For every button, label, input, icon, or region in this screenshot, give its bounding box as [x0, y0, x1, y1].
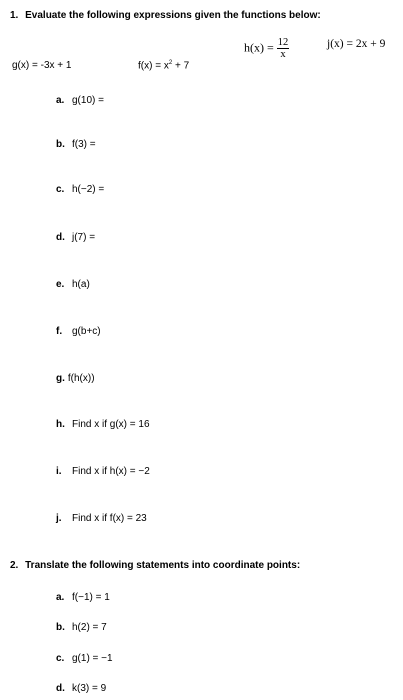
question-1-number: 1. [10, 10, 19, 21]
question-2-number: 2. [10, 560, 19, 571]
item-text: g(b+c) [72, 326, 101, 337]
question-1-header [10, 10, 321, 21]
item-text: Find x if f(x) = 23 [72, 513, 147, 524]
item-text: j(7) = [72, 232, 96, 243]
item-text: Find x if h(x) = −2 [72, 466, 150, 477]
function-h-fraction [277, 37, 290, 60]
q2-item-c [56, 653, 113, 664]
item-label: b. [56, 622, 65, 633]
q1-item-f [56, 326, 101, 337]
item-text: f(h(x)) [67, 373, 95, 384]
item-label: i. [56, 466, 62, 477]
function-h-denominator: x [280, 49, 286, 60]
question-2-prompt: Translate the following statements into coordinate points: [25, 560, 301, 571]
item-text: h(2) = 7 [72, 622, 107, 633]
item-label: d. [56, 232, 65, 243]
q1-item-g [56, 373, 95, 384]
item-label: b. [56, 139, 65, 150]
item-label: g. [56, 373, 65, 384]
q1-item-a [56, 95, 104, 106]
q1-item-c [56, 184, 104, 195]
item-text: Find x if g(x) = 16 [72, 419, 150, 430]
q1-item-d [56, 232, 95, 243]
q1-item-e [56, 279, 90, 290]
item-label: c. [56, 184, 65, 195]
item-text: f(−1) = 1 [72, 592, 110, 603]
item-text: h(−2) = [72, 184, 105, 195]
question-2-header [10, 560, 300, 571]
item-label: j. [56, 513, 62, 524]
function-h-lhs: h(x) = [244, 40, 274, 55]
function-f-exponent: 2 [168, 60, 173, 66]
item-text: g(10) = [72, 95, 104, 106]
q1-item-j [56, 513, 147, 524]
item-text: g(1) = −1 [72, 653, 113, 664]
q2-item-a [56, 592, 110, 603]
q1-item-b [56, 139, 96, 150]
item-label: f. [56, 326, 63, 337]
function-h-numerator: 12 [277, 37, 289, 48]
item-text: h(a) [72, 279, 90, 290]
q2-item-b [56, 622, 107, 633]
q1-item-i [56, 466, 150, 477]
function-h [244, 37, 289, 60]
function-f-rest: + 7 [172, 60, 190, 72]
item-label: h. [56, 419, 65, 430]
q1-item-h [56, 419, 150, 430]
function-f [138, 60, 189, 71]
q2-item-d [56, 683, 106, 694]
item-text: k(3) = 9 [72, 683, 107, 694]
item-label: e. [56, 279, 65, 290]
item-text: f(3) = [72, 139, 96, 150]
function-j: j(x) = 2x + 9 [327, 38, 386, 50]
item-label: c. [56, 653, 65, 664]
function-f-base: f(x) = x [138, 60, 169, 72]
item-label: a. [56, 95, 65, 106]
item-label: d. [56, 683, 65, 694]
function-g: g(x) = -3x + 1 [12, 60, 72, 71]
item-label: a. [56, 592, 65, 603]
question-1-prompt: Evaluate the following expressions given the functions below: [25, 10, 321, 21]
